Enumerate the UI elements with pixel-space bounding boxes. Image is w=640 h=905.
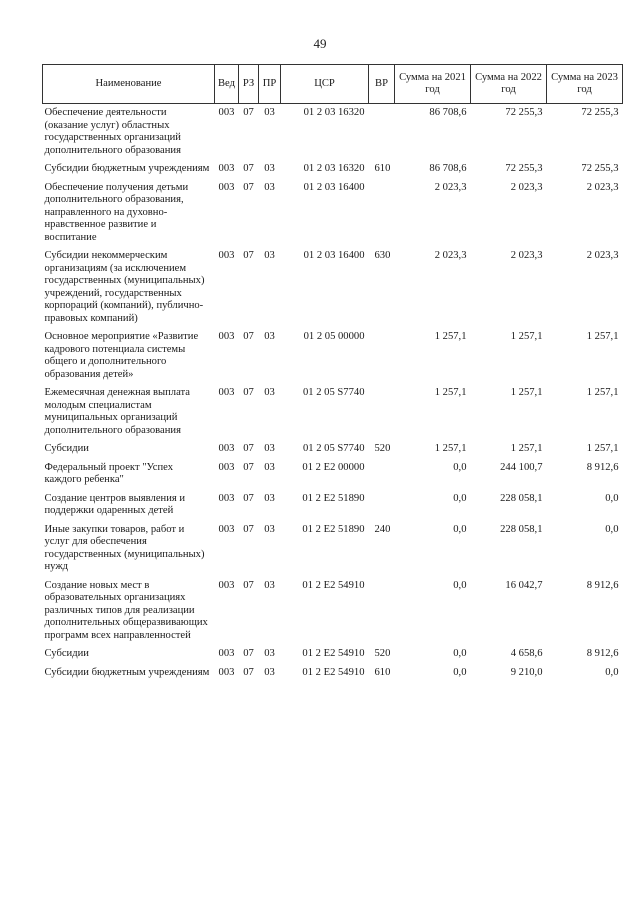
row-ved: 003 [218,461,235,473]
table-body [43,104,623,685]
row-ved: 003 [218,492,235,504]
row-csr: 01 2 E2 00000 [302,461,365,473]
row-name: Субсидии [44,648,89,659]
row-ved: 003 [218,443,235,454]
header-ved: Вед [215,65,239,104]
row-rz: 07 [243,331,254,342]
table-row [43,442,623,461]
row-csr: 01 2 E2 51890 [302,523,365,535]
row-name: Обеспечение деятельности (оказание услуг) областных государственных организаций дополнительного образования [44,107,181,156]
row-vr [369,461,395,492]
row-rz: 07 [243,648,254,659]
row-sum-2023: 1 257,1 [586,387,619,398]
row-rz: 07 [243,107,254,118]
table-row [43,666,623,685]
row-vr: 520 [374,443,391,454]
table-row [43,181,623,250]
row-pr: 03 [264,666,275,678]
table-row [43,461,623,492]
table-row [43,104,623,163]
row-ved: 003 [218,250,235,261]
row-sum-2021: 1 257,1 [434,331,467,342]
row-ved: 003 [218,163,235,174]
row-sum-2022: 16 042,7 [505,579,543,591]
row-sum-2022: 4 658,6 [510,648,543,659]
row-ved: 003 [218,523,235,535]
header-vr: ВР [369,65,395,104]
row-sum-2022: 244 100,7 [500,461,543,473]
row-ved: 003 [218,331,235,342]
row-rz: 07 [243,250,254,261]
row-csr: 01 2 05 S7740 [302,443,365,454]
row-pr: 03 [264,181,275,193]
row-sum-2021: 86 708,6 [429,163,467,174]
row-sum-2021: 1 257,1 [434,443,467,454]
row-vr [369,579,395,648]
row-sum-2023: 8 912,6 [586,648,619,659]
row-vr [369,104,395,163]
row-pr: 03 [264,107,275,118]
row-ved: 003 [218,648,235,659]
row-name: Создание центров выявления и поддержки одаренных детей [44,492,186,516]
row-pr: 03 [264,461,275,473]
row-sum-2022: 228 058,1 [500,492,543,504]
row-csr: 01 2 E2 54910 [302,648,365,659]
row-sum-2022: 72 255,3 [505,107,543,118]
row-csr: 01 2 E2 54910 [302,579,365,591]
header-pr: ПР [259,65,281,104]
table-row [43,162,623,181]
row-sum-2022: 72 255,3 [505,163,543,174]
row-csr: 01 2 03 16400 [303,181,365,193]
table-row [43,523,623,579]
row-sum-2023: 0,0 [605,492,619,504]
row-rz: 07 [243,181,254,193]
row-sum-2021: 0,0 [453,579,467,591]
row-sum-2022: 1 257,1 [510,443,543,454]
header-name: Наименование [43,65,215,104]
row-vr: 610 [374,666,391,678]
row-pr: 03 [264,331,275,342]
table-row [43,579,623,648]
row-sum-2023: 72 255,3 [581,107,619,118]
row-ved: 003 [218,666,235,678]
row-name: Субсидии некоммерческим организациям (за исключением государственных (муниципальных) учреждений, государственных корпораций (компаний), публично-правовых компаний) [44,250,205,324]
row-sum-2022: 228 058,1 [500,523,543,535]
row-sum-2021: 1 257,1 [434,387,467,398]
row-sum-2023: 0,0 [605,666,619,678]
row-vr: 610 [374,163,391,174]
table-row [43,647,623,666]
table-row [43,330,623,386]
row-sum-2021: 0,0 [453,461,467,473]
row-vr [369,330,395,386]
table-row [43,492,623,523]
row-vr [369,492,395,523]
row-pr: 03 [264,163,275,174]
row-sum-2022: 2 023,3 [510,250,543,261]
row-sum-2021: 86 708,6 [429,107,467,118]
row-sum-2021: 2 023,3 [434,250,467,261]
row-rz: 07 [243,461,254,473]
table-row [43,249,623,330]
row-vr: 520 [374,648,391,659]
header-rz: РЗ [239,65,259,104]
table-header-row [43,65,623,104]
page-number: 49 [313,36,327,51]
row-sum-2023: 2 023,3 [586,181,619,193]
row-sum-2023: 1 257,1 [586,443,619,454]
row-sum-2021: 0,0 [453,648,467,659]
row-name: Создание новых мест в образовательных организациях различных типов для реализации дополнительных общеразвивающих программ всех направленностей [44,579,208,641]
row-name: Ежемесячная денежная выплата молодым специалистам муниципальных организаций дополнительного образования [44,387,190,436]
row-vr: 630 [374,250,391,261]
row-ved: 003 [218,579,235,591]
row-sum-2023: 8 912,6 [586,461,619,473]
row-rz: 07 [243,163,254,174]
row-rz: 07 [243,492,254,504]
row-sum-2023: 8 912,6 [586,579,619,591]
row-sum-2021: 0,0 [453,523,467,535]
row-name: Обеспечение получения детьми дополнительного образования, направленного на духовно-нравственное развитие и воспитание [44,181,189,243]
header-csr: ЦСР [281,65,369,104]
row-csr: 01 2 05 S7740 [302,387,365,398]
row-rz: 07 [243,387,254,398]
row-csr: 01 2 03 16320 [303,163,365,174]
row-sum-2022: 2 023,3 [510,181,543,193]
row-name: Субсидии бюджетным учреждениям [44,666,210,678]
row-pr: 03 [264,648,275,659]
row-ved: 003 [218,107,235,118]
row-sum-2021: 0,0 [453,492,467,504]
row-sum-2023: 2 023,3 [586,250,619,261]
row-ved: 003 [218,181,235,193]
row-pr: 03 [264,523,275,535]
row-rz: 07 [243,666,254,678]
row-vr [369,181,395,250]
row-pr: 03 [264,579,275,591]
row-pr: 03 [264,250,275,261]
header-sum-2021: Сумма на 2021 год [395,65,471,104]
row-pr: 03 [264,443,275,454]
row-vr [369,386,395,442]
row-sum-2023: 72 255,3 [581,163,619,174]
row-ved: 003 [218,387,235,398]
row-pr: 03 [264,387,275,398]
budget-table [42,64,623,684]
row-sum-2021: 2 023,3 [434,181,467,193]
row-sum-2021: 0,0 [453,666,467,678]
row-csr: 01 2 03 16400 [303,250,365,261]
row-sum-2023: 0,0 [605,523,619,535]
header-sum-2023: Сумма на 2023 год [547,65,623,104]
table-row [43,386,623,442]
row-name: Основное мероприятие «Развитие кадрового потенциала системы общего и дополнительного образования детей» [44,331,199,380]
row-name: Субсидии бюджетным учреждениям [44,163,210,174]
row-sum-2022: 1 257,1 [510,331,543,342]
row-csr: 01 2 E2 51890 [302,492,365,504]
row-csr: 01 2 03 16320 [303,107,365,118]
row-rz: 07 [243,443,254,454]
row-vr: 240 [374,523,391,535]
row-csr: 01 2 05 00000 [303,331,365,342]
row-sum-2022: 1 257,1 [510,387,543,398]
row-rz: 07 [243,579,254,591]
row-name: Федеральный проект "Успех каждого ребенка" [44,461,174,485]
row-name: Иные закупки товаров, работ и услуг для обеспечения государственных (муниципальных) нужд [44,523,205,572]
row-sum-2023: 1 257,1 [586,331,619,342]
row-csr: 01 2 E2 54910 [302,666,365,678]
row-pr: 03 [264,492,275,504]
row-sum-2022: 9 210,0 [510,666,543,678]
row-name: Субсидии [44,443,89,454]
row-rz: 07 [243,523,254,535]
header-sum-2022: Сумма на 2022 год [471,65,547,104]
